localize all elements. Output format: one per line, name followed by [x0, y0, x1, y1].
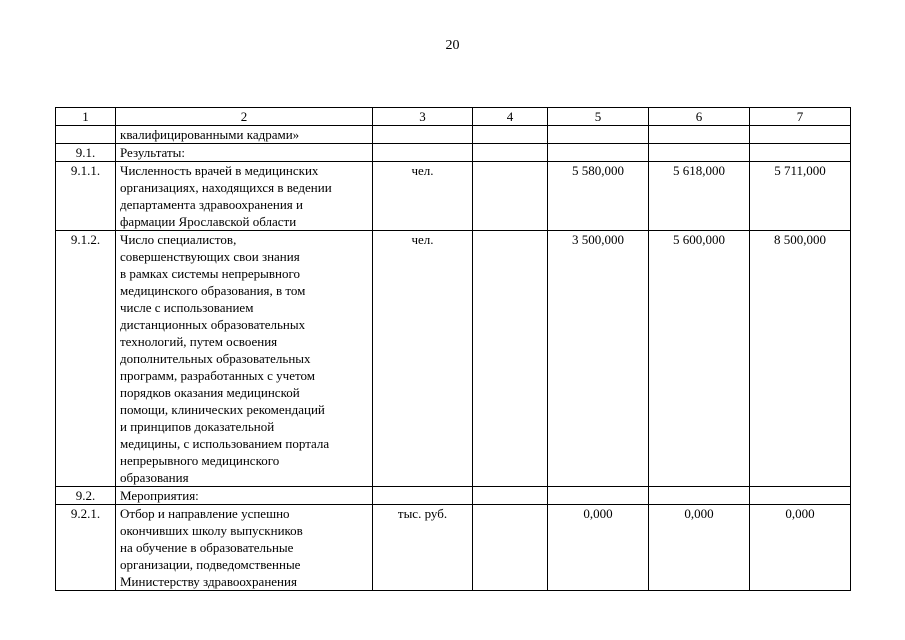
- value-col-4: [473, 144, 548, 162]
- row-name-line: помощи, клинических рекомендаций: [120, 402, 325, 417]
- value-col-7: 0,000: [750, 505, 851, 591]
- unit-cell: [373, 126, 473, 144]
- row-name-line: Число специалистов,: [120, 232, 237, 247]
- unit-cell: чел.: [373, 162, 473, 231]
- table-row: [56, 231, 851, 487]
- row-name-line: на обучение в образовательные: [120, 540, 294, 555]
- row-number: 9.2.1.: [56, 505, 116, 591]
- row-name-line: Отбор и направление успешно: [120, 506, 290, 521]
- column-header-7: 7: [750, 108, 851, 126]
- value-col-7: [750, 144, 851, 162]
- table-row: [56, 505, 851, 591]
- row-name-line: программ, разработанных с учетом: [120, 368, 315, 383]
- row-name-line: дополнительных образовательных: [120, 351, 311, 366]
- row-number: 9.2.: [56, 487, 116, 505]
- unit-cell: [373, 144, 473, 162]
- row-name: [116, 144, 373, 162]
- row-name-line: числе с использованием: [120, 300, 254, 315]
- column-header-4: 4: [473, 108, 548, 126]
- row-name-line: технологий, путем освоения: [120, 334, 278, 349]
- value-col-7: 8 500,000: [750, 231, 851, 487]
- value-col-7: [750, 126, 851, 144]
- value-col-6: [649, 487, 750, 505]
- value-col-5: 3 500,000: [548, 231, 649, 487]
- value-col-6: 5 618,000: [649, 162, 750, 231]
- row-number: [56, 126, 116, 144]
- row-name-line: Результаты:: [120, 145, 185, 160]
- column-header-3: 3: [373, 108, 473, 126]
- unit-cell: чел.: [373, 231, 473, 487]
- value-col-4: [473, 505, 548, 591]
- value-col-6: [649, 144, 750, 162]
- row-name-line: дистанционных образовательных: [120, 317, 306, 332]
- row-name: [116, 126, 373, 144]
- row-name-line: порядков оказания медицинской: [120, 385, 300, 400]
- table-row: [56, 144, 851, 162]
- value-col-4: [473, 487, 548, 505]
- row-name: [116, 505, 373, 591]
- page-number: 20: [445, 38, 460, 53]
- value-col-7: 5 711,000: [750, 162, 851, 231]
- value-col-5: 0,000: [548, 505, 649, 591]
- row-number: 9.1.1.: [56, 162, 116, 231]
- row-name-line: Численность врачей в медицинских: [120, 163, 319, 178]
- row-name: [116, 231, 373, 487]
- row-name: [116, 487, 373, 505]
- value-col-5: [548, 144, 649, 162]
- row-name-line: организации, подведомственные: [120, 557, 301, 572]
- row-name-line: образования: [120, 470, 189, 485]
- table-row: [56, 162, 851, 231]
- row-name-line: квалифицированными кадрами»: [120, 127, 300, 142]
- value-col-4: [473, 162, 548, 231]
- row-name-line: фармации Ярославской области: [120, 214, 297, 229]
- column-header-5: 5: [548, 108, 649, 126]
- row-name-line: департамента здравоохранения и: [120, 197, 303, 212]
- value-col-6: 5 600,000: [649, 231, 750, 487]
- column-header-2: 2: [116, 108, 373, 126]
- column-header-6: 6: [649, 108, 750, 126]
- value-col-5: 5 580,000: [548, 162, 649, 231]
- row-name: [116, 162, 373, 231]
- column-header-1: 1: [56, 108, 116, 126]
- value-col-7: [750, 487, 851, 505]
- row-name-line: в рамках системы непрерывного: [120, 266, 300, 281]
- row-name-line: Министерству здравоохранения: [120, 574, 297, 589]
- value-col-6: 0,000: [649, 505, 750, 591]
- unit-cell: [373, 487, 473, 505]
- row-name-line: непрерывного медицинского: [120, 453, 280, 468]
- row-name-line: медицины, с использованием портала: [120, 436, 330, 451]
- row-name-line: организациях, находящихся в ведении: [120, 180, 332, 195]
- row-name-line: Мероприятия:: [120, 488, 199, 503]
- row-name-line: окончивших школу выпускников: [120, 523, 303, 538]
- unit-cell: тыс. руб.: [373, 505, 473, 591]
- header-row: [56, 108, 851, 126]
- table-body: [56, 126, 851, 591]
- value-col-4: [473, 231, 548, 487]
- value-col-4: [473, 126, 548, 144]
- table-row: [56, 126, 851, 144]
- row-number: 9.1.: [56, 144, 116, 162]
- data-table: [55, 107, 851, 591]
- row-number: 9.1.2.: [56, 231, 116, 487]
- row-name-line: и принципов доказательной: [120, 419, 275, 434]
- value-col-5: [548, 126, 649, 144]
- value-col-6: [649, 126, 750, 144]
- value-col-5: [548, 487, 649, 505]
- row-name-line: медицинского образования, в том: [120, 283, 306, 298]
- table-row: [56, 487, 851, 505]
- row-name-line: совершенствующих свои знания: [120, 249, 300, 264]
